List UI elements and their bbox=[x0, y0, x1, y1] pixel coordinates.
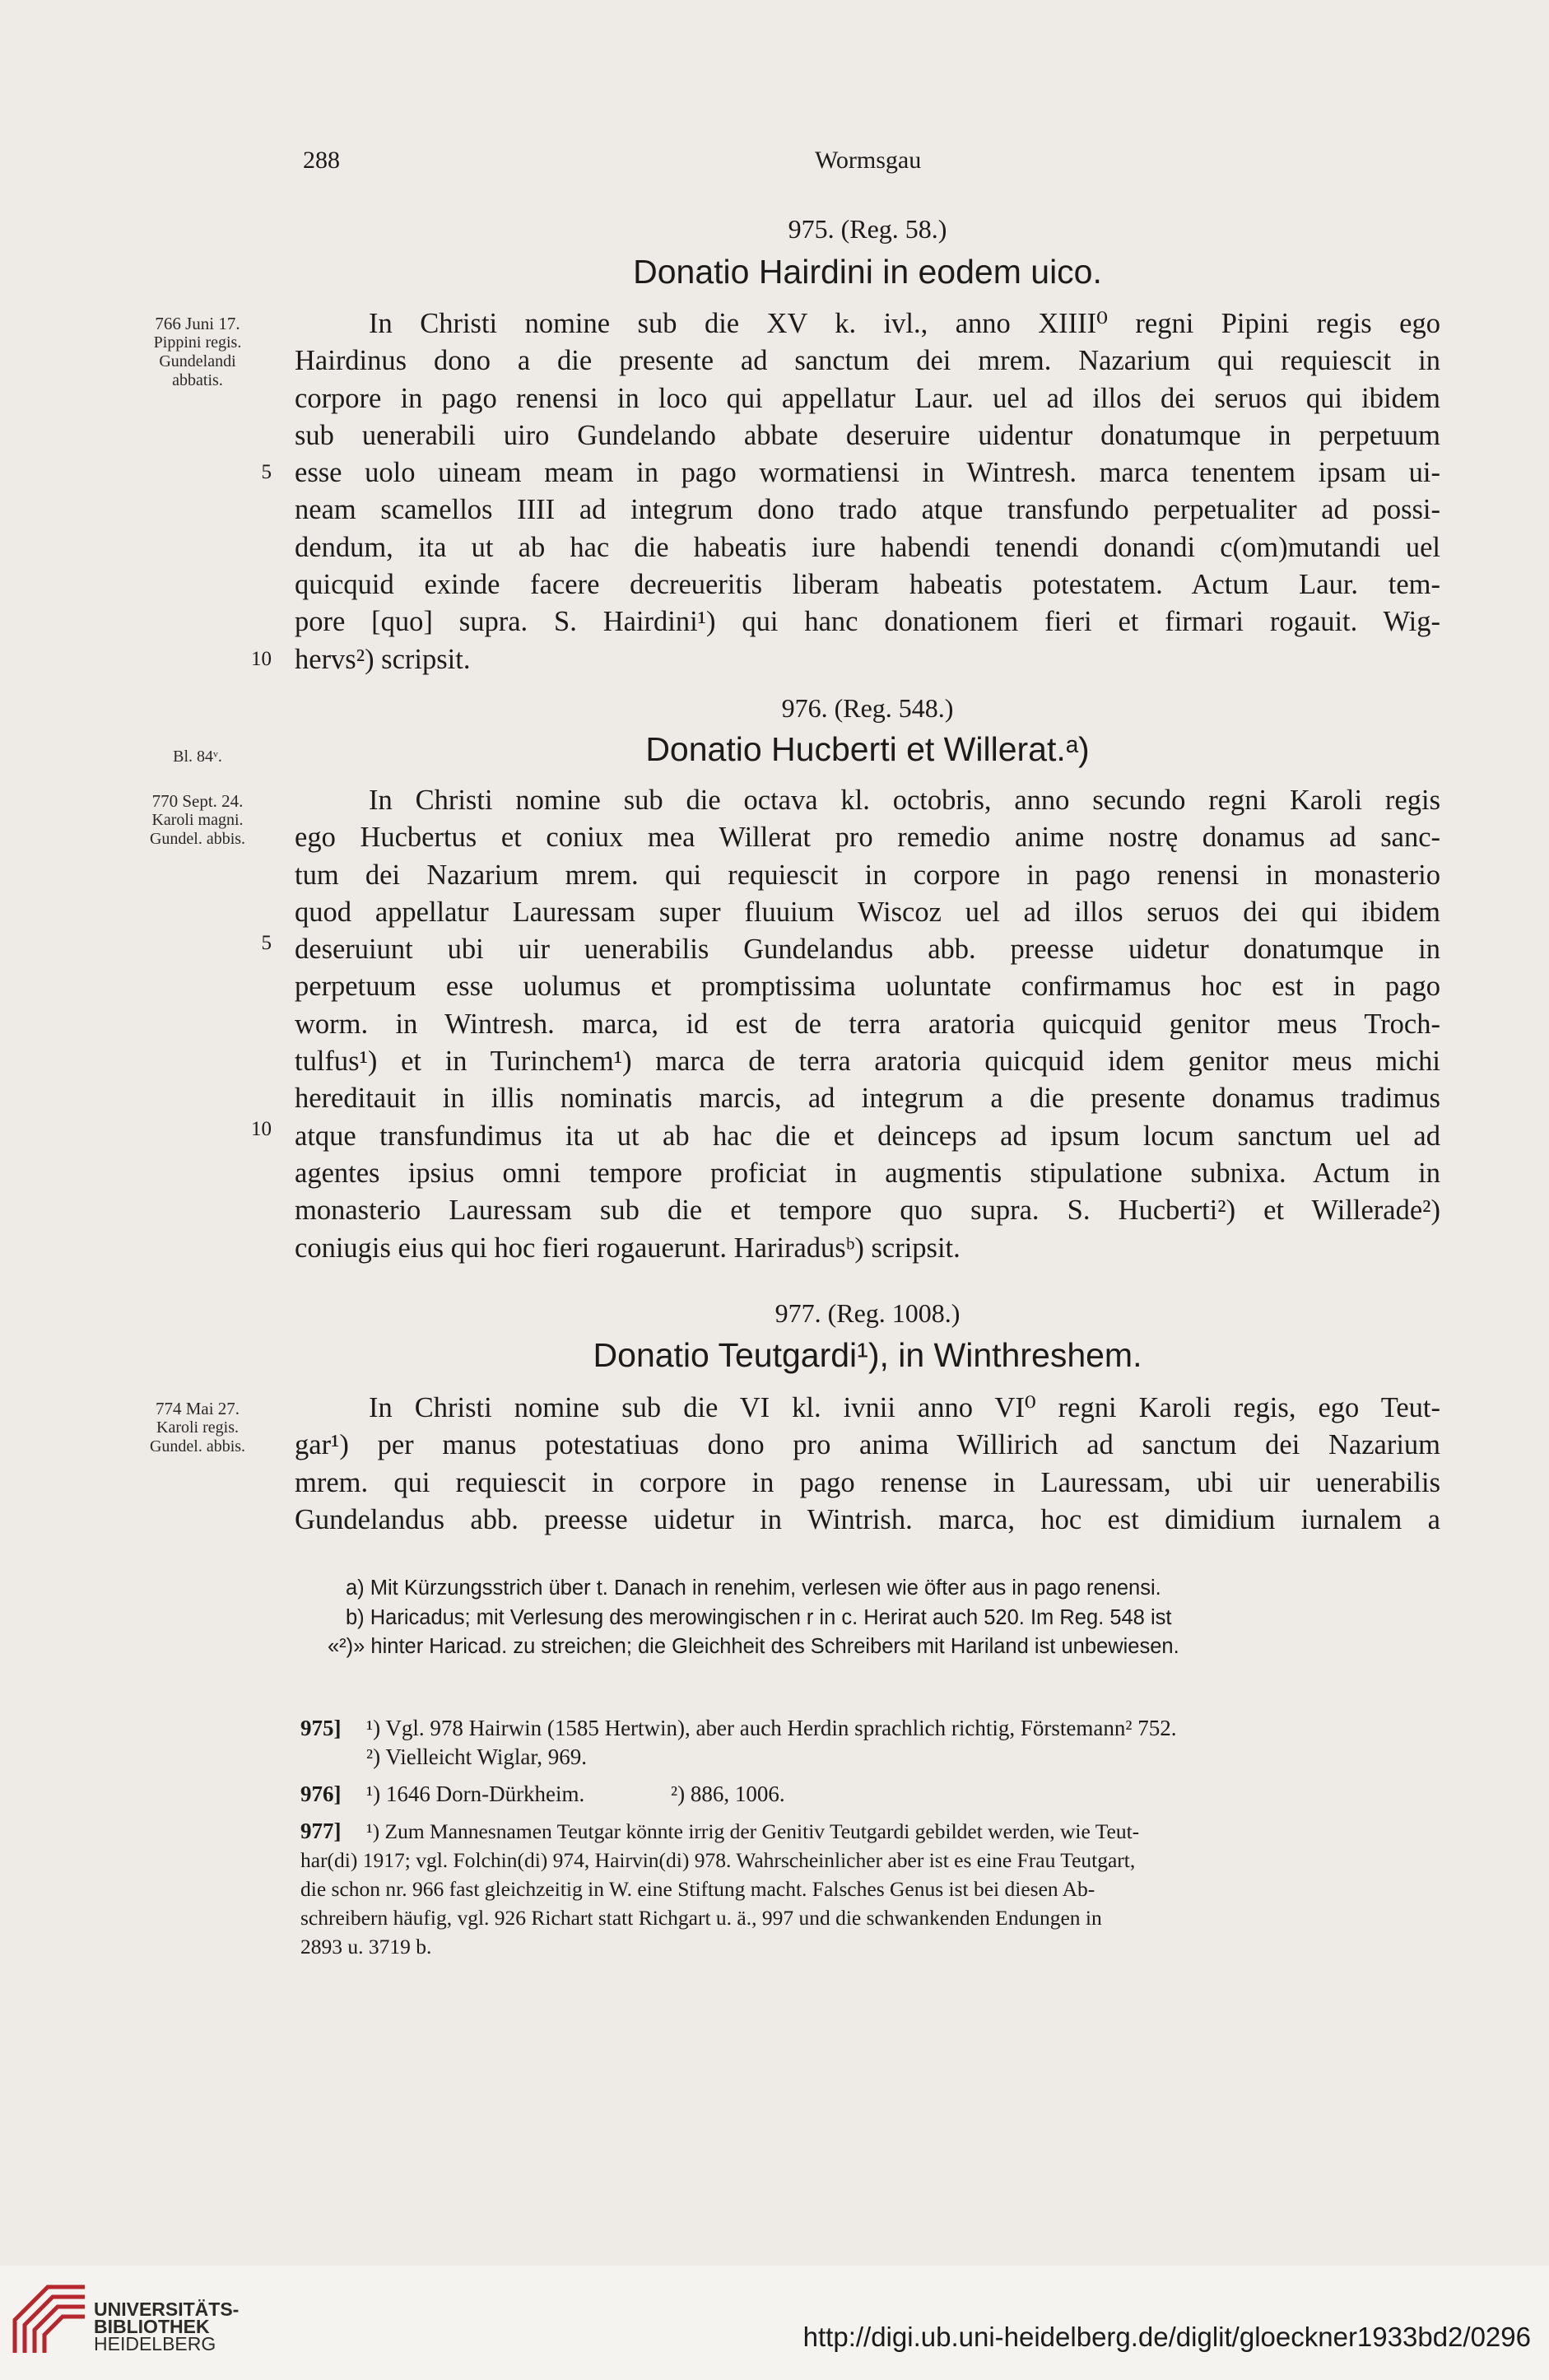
entry-number-975: 975. (Reg. 58.) bbox=[788, 214, 947, 244]
footnote-975: 975] ¹) Vgl. 978 Hairwin (1585 Hertwin), aber auch Herdin sprachlich richtig, Förstemann² 752. bbox=[300, 1716, 1177, 1740]
document-url[interactable]: http://digi.ub.uni-heidelberg.de/diglit/gloeckner1933bd2/0296 bbox=[802, 2322, 1531, 2352]
footnote-977: 977] ¹) Zum Mannesnamen Teutgar könnte irrig der Genitiv Teutgardi gebildet werden, wie Teut- bbox=[300, 1819, 1140, 1843]
line-number: 5 bbox=[261, 932, 272, 954]
running-title: Wormsgau bbox=[815, 147, 922, 174]
library-logo-icon bbox=[7, 2279, 97, 2361]
entry-title-975: Donatio Hairdini in eodem uico. bbox=[633, 253, 1102, 291]
footnote-976: 976] ¹) 1646 Dorn-Dürkheim. ²) 886, 1006. bbox=[300, 1782, 785, 1806]
page-header bbox=[0, 147, 1549, 196]
numbered-footnotes: 975] ¹) Vgl. 978 Hairwin (1585 Hertwin), aber auch Herdin sprachlich richtig, Förstemann² 752. ²) Vielleicht Wiglar, 969. 976] ¹) 1646 Dorn-Dürkheim. ²) 886, 1006. 977] ¹) Zum Mannesnamen Teutgar könnte irrig der Genitiv Teutgardi gebildet werden, wie Teut- har(di) 1917; vgl. Folchin(di) 974, Hairvin(di) 978. Wahrscheinlicher aber ist es eine Frau Teutgart, die schon nr. 966 fast gleichzeitig in W. eine Stiftung macht. Falsches Genus ist bei diesen Ab- schreibern häufig, vgl. 926 Richart statt Richgart u. ä., 997 und die schwankenden Endungen in 2893 u. 3719 b. bbox=[300, 1714, 1440, 1961]
margin-note-975: 766 Juni 17. Pippini regis. Gundelandi abbatis. bbox=[153, 314, 242, 389]
footnote-b: b) Haricadus; mit Verlesung des merowingischen r in c. Herirat auch 520. Im Reg. 548 ist bbox=[346, 1605, 1172, 1629]
line-number: 10 bbox=[251, 1118, 272, 1140]
margin-note-976: 770 Sept. 24. Karoli magni. Gundel. abbis. bbox=[149, 791, 246, 848]
margin-note-977: 774 Mai 27. Karoli regis. Gundel. abbis. bbox=[149, 1399, 246, 1455]
entry-text-977: In Christi nomine sub die VI kl. ivnii anno VI⁰ regni Karoli regis, ego Teut- gar¹) per manus potestatiuas dono pro anima Willirich ad sanctum dei Nazarium mrem. qui requiescit in corpore in pago renense in Lauressam, ubi uir uenerabilis Gundelandus abb. preesse uidetur in Wintrish. marca, hoc est dimidium iurnalem a bbox=[295, 1392, 1440, 1535]
entry-text-976: In Christi nomine sub die octava kl. octobris, anno secundo regni Karoli regis ego Hucbertus et coniux mea Willerat pro remedio anime nostrę donamus ad sanc- tum dei Nazarium mrem. qui requiescit in corpore in pago renensi in monasterio quod appellatur Lauressam super fluuium Wiscoz uel ad illos seruos dei qui ibidem deseruiunt ubi uir uenerabilis Gundelandus abb. preesse uidetur donatumque in perpetuum esse uolumus et promptissima uoluntate confirmamus hoc est in pago worm. in Wintresh. marca, id est de terra aratoria quicquid genitor meus Troch- tulfus¹) et in Turinchem¹) marca de terra aratoria quicquid idem genitor meus michi hereditauit in illis nominatis marcis, ad integrum a die presente donamus tradimus atque transfundimus ita ut ab hac die et deinceps ad ipsum locum sanctum uel ad agentes ipsius omni tempore proficiat in augmentis stipulatione subnixa. Actum in monasterio Lauressam sub die et tempore quo supra. S. Hucberti²) et Willerade²) coniugis eius qui hoc fieri rogauerunt. Hariradusᵇ) scripsit. bbox=[295, 785, 1440, 1264]
footnote-a: a) Mit Kürzungsstrich über t. Danach in renehim, verlesen wie öfter aus in pago renensi. bbox=[346, 1577, 1161, 1600]
entry-number-976: 976. (Reg. 548.) bbox=[781, 693, 954, 723]
folio-note: Bl. 84ᵛ. bbox=[173, 748, 222, 766]
entry-title-977: Donatio Teutgardi¹), in Winthreshem. bbox=[593, 1336, 1142, 1374]
entry-title-976: Donatio Hucberti et Willerat.ᵃ) bbox=[645, 730, 1090, 768]
entry-text-975: In Christi nomine sub die XV k. ivl., anno XIIII⁰ regni Pipini regis ego Hairdinus dono a die presente ad sanctum dei mrem. Nazarium qui requiescit in corpore in pago renensi in loco qui appellatur Laur. uel ad illos dei seruos qui ibidem sub uenerabili uiro Gundelando abbate deseruire uidentur donatumque in perpetuum esse uolo uineam meam in pago wormatiensi in Wintresh. marca tenentem ipsam ui- neam scamellos IIII ad integrum dono trado atque transfundo perpetualiter ad possi- dendum, ita ut ab hac die habeatis iure habendi tenendi donandi c(om)mutandi uel quicquid exinde facere decreueritis liberam habeatis potestatem. Actum Laur. tem- pore [quo] supra. S. Hairdini¹) qui hanc donationem fieri et firmari rogauit. Wig- hervs²) scripsit. bbox=[295, 308, 1440, 675]
line-number: 5 bbox=[261, 461, 272, 483]
page-number: 288 bbox=[303, 147, 340, 174]
entry-number-977: 977. (Reg. 1008.) bbox=[774, 1298, 961, 1328]
letter-footnotes bbox=[328, 1574, 1440, 1662]
library-name: UNIVERSITÄTS- BIBLIOTHEK HEIDELBERG bbox=[94, 2298, 240, 2354]
line-number: 10 bbox=[251, 648, 272, 670]
footnote-b-cont: «²)» hinter Haricad. zu streichen; die Gleichheit des Schreibers mit Hariland ist unbewiesen. bbox=[328, 1635, 1179, 1658]
